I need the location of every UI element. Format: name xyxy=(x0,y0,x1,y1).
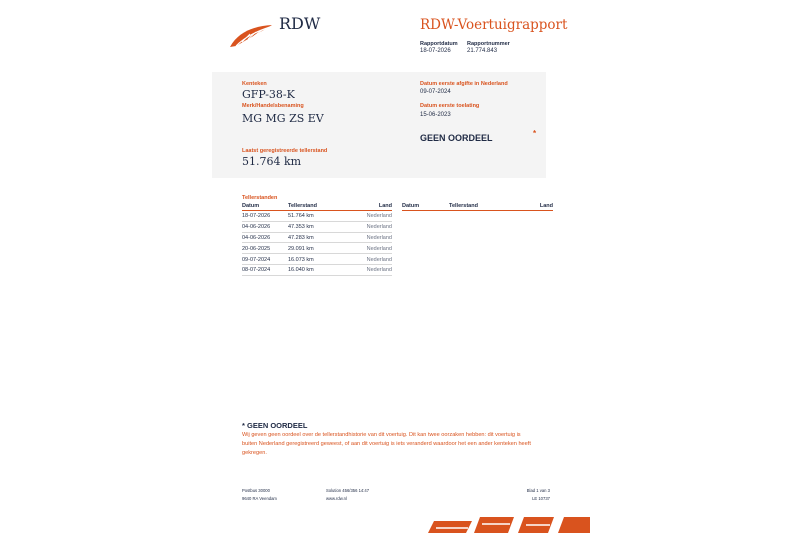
make-label: Merk/Handelsbenaming xyxy=(242,103,304,109)
license-plate: GFP-38-K xyxy=(242,88,295,101)
note-text: Wij geven geen oordeel over de tellerstandhistorie van dit voertuig. Dit kan twee oorzaken hebben: dit voertuig is buiten Nederland geregistreerd geweest, of aan dit voertuig is iets veranderd waardoor het een ander kenteken heeft gekregen. xyxy=(242,432,531,456)
col-date: Datum xyxy=(242,203,288,211)
row-country: Nederland xyxy=(338,232,392,243)
verdict-marker: * xyxy=(533,129,537,138)
table-row xyxy=(242,232,392,243)
plate-label: Kenteken xyxy=(242,81,267,87)
report-date-label: Rapportdatum xyxy=(420,41,458,47)
footer-meta xyxy=(326,487,369,503)
footer-postbus: Postbus 30000 xyxy=(242,488,270,493)
row-country: Nederland xyxy=(338,211,392,222)
row-country: Nederland xyxy=(338,221,392,232)
footer-website[interactable]: www.rdw.nl xyxy=(326,496,347,501)
odometer-table-title: Tellerstanden xyxy=(242,195,278,201)
footer-code: LE 10737 xyxy=(532,496,550,501)
row-date: 04-06-2026 xyxy=(242,232,288,243)
odometer-table-right xyxy=(402,203,553,211)
row-country: Nederland xyxy=(338,243,392,254)
row-date: 18-07-2026 xyxy=(242,211,288,222)
last-odometer: 51.764 km xyxy=(242,155,302,168)
row-country: Nederland xyxy=(338,264,392,275)
footer-address xyxy=(242,487,277,503)
row-reading: 16.040 km xyxy=(288,264,338,275)
footer-page-number: Blad 1 van 3 xyxy=(526,488,550,493)
registration-nl-label: Datum eerste afgifte in Nederland xyxy=(420,81,508,87)
row-date: 09-07-2024 xyxy=(242,254,288,265)
report-title: RDW-Voertuigrapport xyxy=(420,17,568,33)
report-number: 21.774.843 xyxy=(467,48,498,54)
col-country: Land xyxy=(338,203,392,211)
brand-name: RDW xyxy=(279,14,321,33)
table-row xyxy=(242,221,392,232)
footer-city: 9640 RA Veendam xyxy=(242,496,277,501)
footer-solution: Solution 456/356 14:47 xyxy=(326,488,370,493)
decorative-stripes-icon xyxy=(428,517,590,533)
row-date: 20-06-2025 xyxy=(242,243,288,254)
table-row xyxy=(242,264,392,275)
odometer-table xyxy=(242,203,392,276)
row-date: 08-07-2024 xyxy=(242,264,288,275)
report-number-label: Rapportnummer xyxy=(467,41,510,47)
odometer-label: Laatst geregistreerde tellerstand xyxy=(242,148,328,154)
col-reading: Tellerstand xyxy=(449,203,499,211)
rdw-logo-icon xyxy=(228,22,274,50)
table-row xyxy=(242,211,392,222)
report-date: 18-07-2026 xyxy=(420,48,451,54)
row-reading: 29.091 km xyxy=(288,243,338,254)
table-row xyxy=(242,243,392,254)
verdict: GEEN OORDEEL xyxy=(420,133,493,143)
table-header-row xyxy=(402,203,553,211)
row-country: Nederland xyxy=(338,254,392,265)
col-date: Datum xyxy=(402,203,449,211)
table-row xyxy=(242,254,392,265)
row-reading: 47.283 km xyxy=(288,232,338,243)
table-header-row xyxy=(242,203,392,211)
row-date: 04-06-2026 xyxy=(242,221,288,232)
row-reading: 47.353 km xyxy=(288,221,338,232)
note-title: * GEEN OORDEEL xyxy=(242,421,308,430)
col-country: Land xyxy=(499,203,553,211)
vehicle-make: MG MG ZS EV xyxy=(242,112,324,125)
registration-nl-date: 09-07-2024 xyxy=(420,89,451,95)
col-reading: Tellerstand xyxy=(288,203,338,211)
footer-page xyxy=(500,487,550,503)
row-reading: 51.764 km xyxy=(288,211,338,222)
row-reading: 16.073 km xyxy=(288,254,338,265)
first-admission-date: 15-06-2023 xyxy=(420,112,451,118)
first-admission-label: Datum eerste toelating xyxy=(420,103,480,109)
